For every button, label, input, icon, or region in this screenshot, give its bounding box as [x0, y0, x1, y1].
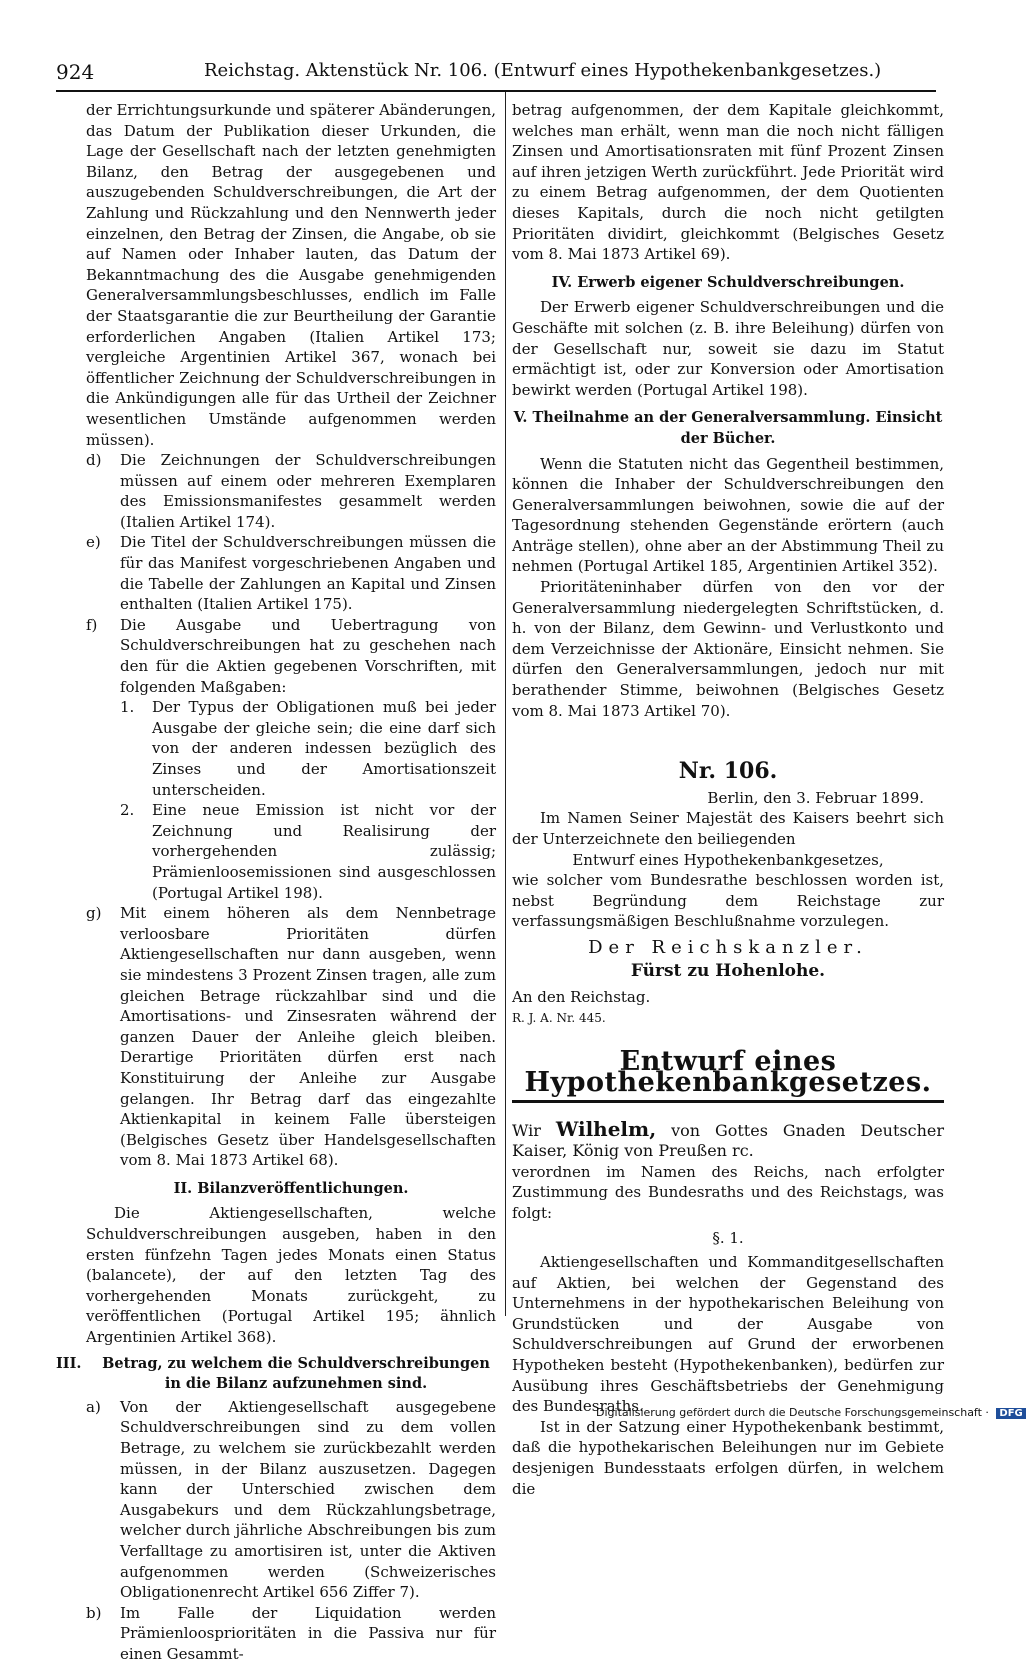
section-iv-paragraph: Der Erwerb eigener Schuldverschreibungen und die Geschäfte mit solchen (z. B. ihre Beleihung) dürfen von der Gesellschaft nur, soweit sie dazu im Statut ermächtigt ist, oder zur Konversion oder Amortisation bewirkt werden (Portugal Artikel 198). — [512, 298, 944, 399]
page-header — [56, 56, 936, 92]
sub-marker: 1. — [120, 698, 135, 717]
intro-paragraph: der Errichtungsurkunde und späterer Abänderungen, das Datum der Publikation dieser Urkunden, die Lage der Gesellschaft nach der letzten genehmigten Bilanz, den Betrag der ausgegebenen und auszugebenden Schuldverschreibungen, die Art der Zahlung und Rückzahlung und den Nennwerth jeder einzelnen, den Betrag der Zinsen, die Angabe, ob sie auf Namen oder Inhaber lauten, das Datum der Bekanntmachung des die Ausgabe genehmigenden Generalversammlungsbeschlusses, endlich im Falle der Staatsgarantie die zur Beurtheilung der Garantie erforderlichen Angaben (Italien Artikel 173; vergleiche Argentinien Artikel 367, wonach bei öffentlicher Zeichnung der Schuldverschreibungen in die Ankündigungen alle für das Urtheil der Zeichner wesentlichen Umstände aufgenommen werden müssen). — [86, 101, 496, 449]
draft-title: Entwurf eines Hypothekenbankgesetzes. — [524, 1046, 932, 1098]
section-title: Betrag, zu welchem die Schuldverschreibungen in die Bilanz aufzunehmen sind. — [102, 1354, 490, 1393]
footer-credit — [596, 1406, 1026, 1419]
section-v-paragraph-2: Prioritäteninhaber dürfen von den vor der Generalversammlung niedergelegten Schriftstücken, d. h. von der Bilanz, dem Gewinn- und Verlustkonto und dem Verzeichnisse der Aktionäre, Einsicht nehmen. Sie dürfen den Generalversammlungen, jedoch nur mit berathender Stimme, beiwohnen (Belgisches Gesetz vom 8. Mai 1873 Artikel 70). — [512, 578, 944, 720]
paragraph-number: §. 1. — [712, 1228, 744, 1247]
running-title: Reichstag. Aktenstück Nr. 106. (Entwurf eines Hypothekenbankgesetzes.) — [204, 60, 882, 81]
section-ii-paragraph: Die Aktiengesellschaften, welche Schuldverschreibungen ausgeben, haben in den ersten fünfzehn Tagen jedes Monats einen Status (balancete), der auf den letzten Tag des vorhergehenden Monats zurückgeht, zu veröffentlichen (Portugal Artikel 195; ähnlich Argentinien Artikel 368). — [86, 1204, 496, 1347]
right-column — [512, 100, 944, 1499]
section-heading-v: V. Theilnahme an der Generalversammlung. Einsicht der Bücher. — [513, 409, 943, 447]
title-rule — [512, 1100, 944, 1103]
page-number: 924 — [56, 60, 95, 84]
preamble — [512, 1116, 945, 1162]
letter-draft-name: Entwurf eines Hypothekenbankgesetzes, — [572, 850, 884, 869]
list-item-d — [86, 450, 496, 532]
sub-text: Der Typus der Obligationen muß bei jeder Ausgabe der gleiche sein; die eine darf sich von der anderen indessen bezüglich des Zinses und der Amortisationszeit unterscheiden. — [152, 698, 496, 799]
section-heading-iii — [56, 1354, 496, 1395]
list-marker: d) — [86, 451, 102, 470]
reference-number: R. J. A. Nr. 445. — [512, 1010, 606, 1025]
footer-text: Digitalisierung gefördert durch die Deutsche Forschungsgemeinschaft · — [596, 1406, 989, 1419]
list-marker: e) — [86, 533, 101, 552]
letter-text-2: wie solcher vom Bundesrathe beschlossen worden ist, nebst Begründung dem Reichstage zur verfassungsmäßigen Beschlußnahme vorzulegen. — [512, 871, 944, 931]
list-marker: f) — [86, 615, 98, 634]
preamble-rest: von Gottes Gnaden Deutscher Kaiser, König von Preußen rc. — [512, 1120, 945, 1161]
list-text: Die Ausgabe und Uebertragung von Schuldverschreibungen hat zu geschehen nach den für die Aktien gegebenen Vorschriften, mit folgenden Maßgaben: — [120, 615, 496, 696]
list-item-a — [86, 1397, 496, 1603]
section-v-paragraph-1: Wenn die Statuten nicht das Gegentheil bestimmen, können die Inhaber der Schuldverschreibungen den Generalversammlungen beiwohnen, sowie die auf der Tagesordnung stehenden Gegenstände erörtern (auch Anträge stellen), ohne aber an der Abstimmung Theil zu nehmen (Portugal Artikel 185, Argentinien Artikel 352). — [512, 454, 944, 576]
list-item-b — [86, 1603, 496, 1665]
list-item-e — [86, 532, 496, 614]
left-column — [56, 100, 496, 1665]
paragraph-1-text-1: Aktiengesellschaften und Kommanditgesellschaften auf Aktien, bei welchen der Gegenstand des Unternehmens in der hypothekarischen Beleihung von Grundstücken und der Ausgabe von Schuldverschreibungen auf Grund der erworbenen Hypotheken besteht (Hypothekenbanken), bedürfen zur Ausübung ihres Geschäftsbetriebs der Genehmigung des Bundesraths. — [512, 1253, 944, 1416]
continued-paragraph: betrag aufgenommen, der dem Kapitale gleichkommt, welches man erhält, wenn man die noch nicht fälligen Zinsen und Amortisationsraten mit fünf Prozent Zinsen auf ihren jetzigen Werth zurückführt. Jede Priorität wird zu einem Betrag aufgenommen, der dem Quotienten dieses Kapitals, durch die noch nicht getilgten Prioritäten dividirt, gleichkommt (Belgisches Gesetz vom 8. Mai 1873 Artikel 69). — [512, 101, 944, 264]
signer-name: Fürst zu Hohenlohe. — [630, 960, 826, 981]
list-text: Mit einem höheren als dem Nennbetrage verloosbare Prioritäten dürfen Aktiengesellschaften nur dann ausgeben, wenn sie mindestens 3 Prozent Zinsen tragen, alle zum gleichen Betrage rückzahlbar sind und die Amortisations- und Zinsesraten während der ganzen Dauer der Anleihe gleich bleiben. Derartige Prioritäten dürfen erst nach Konstituirung der Anleihe zur Ausgabe gelangen. Ihr Betrag darf das eingezahlte Aktienkapital in keinem Falle übersteigen (Belgisches Gesetz über Handelsgesellschaften vom 8. Mai 1873 Artikel 68). — [120, 904, 496, 1170]
list-marker: b) — [86, 1603, 102, 1622]
letter-text-1: Im Namen Seiner Majestät des Kaisers beehrt sich der Unterzeichnete den beiliegenden — [512, 809, 944, 848]
sub-text: Eine neue Emission ist nicht vor der Zeichnung und Realisirung der vorhergehenden zulässig; Prämienloosemissionen sind ausgeschlossen (Portugal Artikel 198). — [152, 801, 496, 902]
list-item-f — [86, 615, 496, 697]
list-text: Die Titel der Schuldverschreibungen müssen die für das Manifest vorgeschriebenen Angaben und die Tabelle der Zahlungen an Kapital und Zinsen enthalten (Italien Artikel 175). — [120, 533, 496, 614]
list-item-g — [86, 903, 496, 1171]
dfg-logo-icon: DFG — [996, 1408, 1025, 1419]
list-text: Die Zeichnungen der Schuldverschreibungen müssen auf einem oder mehreren Exemplaren des Emissionsmanifestes gesammelt werden (Italien Artikel 174). — [120, 451, 496, 531]
sub-marker: 2. — [120, 801, 135, 820]
section-number: III. — [56, 1354, 82, 1372]
column-divider — [505, 92, 506, 1316]
letter-date: Berlin, den 3. Februar 1899. — [707, 788, 924, 807]
sub-item-1 — [86, 697, 496, 800]
list-marker: g) — [86, 904, 102, 923]
addressee: An den Reichstag. — [512, 988, 651, 1007]
paragraph-1-text-2: Ist in der Satzung einer Hypothekenbank bestimmt, daß die hypothekarischen Beleihungen nur im Gebiete desjenigen Bundesstaats erfolgen dürfen, in welchem die — [512, 1417, 944, 1498]
section-heading-iv: IV. Erwerb eigener Schuldverschreibungen. — [551, 273, 905, 291]
list-text: Von der Aktiengesellschaft ausgegebene Schuldverschreibungen sind zu dem vollen Betrage, zu welchem sie zurückbezahlt werden müssen, in der Bilanz auszusetzen. Dagegen kann der Unterschied zwischen dem Ausgabekurs und dem Rückzahlungsbetrage, welcher durch jährliche Abschreibungen bis zum Verfalltage zu amortisiren ist, unter die Aktiven aufgenommen werden (Schweizerisches Obligationenrecht Artikel 656 Ziffer 7). — [120, 1397, 496, 1602]
enactment-clause: verordnen im Namen des Reichs, nach erfolgter Zustimmung des Bundesraths und des Reichstags, was folgt: — [512, 1162, 944, 1222]
sub-item-2 — [86, 800, 496, 903]
list-marker: a) — [86, 1397, 101, 1416]
signer-title: Der Reichskanzler. — [588, 936, 868, 958]
preamble-wilhelm: Wilhelm, — [555, 1116, 657, 1141]
section-heading-ii: II. Bilanzveröffentlichungen. — [173, 1179, 409, 1197]
list-text: Im Falle der Liquidation werden Prämienloosprioritäten in die Passiva nur für einen Gesammt- — [120, 1603, 496, 1663]
preamble-wir: Wir — [512, 1120, 541, 1140]
document-number-title: Nr. 106. — [678, 758, 778, 785]
